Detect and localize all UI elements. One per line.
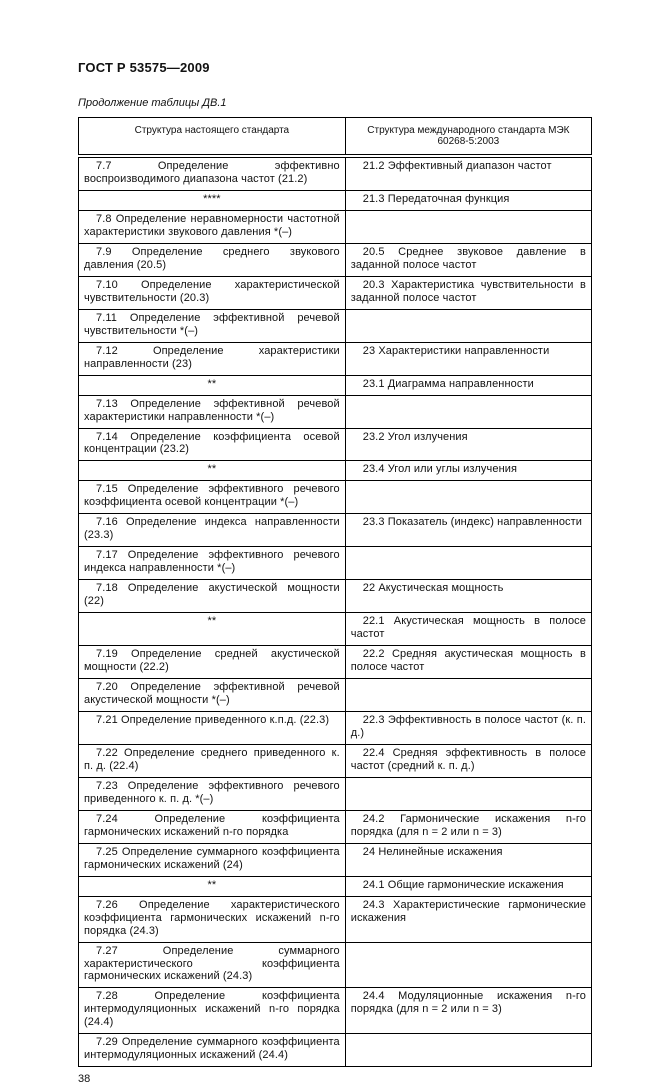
table-row xyxy=(79,342,592,375)
iec-structure-cell: 23.4 Угол или углы излучения xyxy=(345,461,591,481)
gost-structure-cell: 7.27 Определение суммарного характеристического коэффициента гармонических искажений (24.3) xyxy=(79,942,346,988)
page-number: 38 xyxy=(78,1073,91,1085)
table-row xyxy=(79,896,592,942)
table-row xyxy=(79,276,592,309)
gost-structure-cell: 7.20 Определение эффективной речевой акустической мощности *(–) xyxy=(79,679,346,712)
table-row xyxy=(79,514,592,547)
iec-structure-cell: 22 Акустическая мощность xyxy=(345,580,591,613)
iec-structure-cell xyxy=(345,547,591,580)
table-row xyxy=(79,375,592,395)
comparison-table-body xyxy=(79,156,592,1067)
table-row xyxy=(79,580,592,613)
table-row xyxy=(79,461,592,481)
table-row xyxy=(79,210,592,243)
iec-structure-cell: 24.2 Гармонические искажения n-го порядка (для n = 2 или n = 3) xyxy=(345,810,591,843)
gost-structure-cell: 7.26 Определение характеристического коэффициента гармонических искажений n-го порядка (24.3) xyxy=(79,896,346,942)
table-row xyxy=(79,679,592,712)
iec-structure-cell: 23.3 Показатель (индекс) направленности xyxy=(345,514,591,547)
gost-structure-cell: 7.28 Определение коэффициента интермодуляционных искажений n-го порядка (24.4) xyxy=(79,988,346,1034)
iec-structure-cell xyxy=(345,309,591,342)
iec-structure-cell: 24 Нелинейные искажения xyxy=(345,843,591,876)
gost-structure-cell: 7.10 Определение характеристической чувствительности (20.3) xyxy=(79,276,346,309)
table-row xyxy=(79,309,592,342)
table-row xyxy=(79,646,592,679)
table-row xyxy=(79,395,592,428)
column-header-gost-structure: Структура настоящего стандарта xyxy=(79,118,346,157)
table-header xyxy=(79,118,592,157)
standards-comparison-table xyxy=(78,117,592,1067)
gost-structure-cell: 7.7 Определение эффективно воспроизводимого диапазона частот (21.2) xyxy=(79,156,346,190)
gost-structure-cell: 7.21 Определение приведенного к.п.д. (22.3) xyxy=(79,711,346,744)
iec-structure-cell: 24.4 Модуляционные искажения n-го порядка (для n = 2 или n = 3) xyxy=(345,988,591,1034)
column-header-iec-structure: Структура международного стандарта МЭК 60268-5:2003 xyxy=(345,118,591,157)
iec-structure-cell: 24.1 Общие гармонические искажения xyxy=(345,876,591,896)
iec-structure-cell: 22.3 Эффективность в полосе частот (к. п. д.) xyxy=(345,711,591,744)
gost-structure-cell: ** xyxy=(79,375,346,395)
gost-structure-cell: 7.17 Определение эффективного речевого индекса направленности *(–) xyxy=(79,547,346,580)
gost-structure-cell: 7.25 Определение суммарного коэффициента гармонических искажений (24) xyxy=(79,843,346,876)
gost-structure-cell: 7.13 Определение эффективной речевой характеристики направленности *(–) xyxy=(79,395,346,428)
table-row xyxy=(79,613,592,646)
iec-structure-cell: 21.3 Передаточная функция xyxy=(345,190,591,210)
table-row xyxy=(79,243,592,276)
table-row xyxy=(79,547,592,580)
iec-structure-cell xyxy=(345,679,591,712)
gost-structure-cell: 7.14 Определение коэффициента осевой концентрации (23.2) xyxy=(79,428,346,461)
iec-structure-cell: 22.4 Средняя эффективность в полосе частот (средний к. п. д.) xyxy=(345,744,591,777)
gost-structure-cell: 7.12 Определение характеристики направленности (23) xyxy=(79,342,346,375)
gost-structure-cell: 7.15 Определение эффективного речевого коэффициента осевой концентрации *(–) xyxy=(79,481,346,514)
table-row xyxy=(79,156,592,190)
table-row xyxy=(79,190,592,210)
iec-structure-cell xyxy=(345,942,591,988)
table-row xyxy=(79,942,592,988)
iec-structure-cell: 23.2 Угол излучения xyxy=(345,428,591,461)
iec-structure-cell: 22.2 Средняя акустическая мощность в полосе частот xyxy=(345,646,591,679)
table-row xyxy=(79,744,592,777)
iec-structure-cell xyxy=(345,777,591,810)
iec-structure-cell: 20.3 Характеристика чувствительности в заданной полосе частот xyxy=(345,276,591,309)
standard-code-heading: ГОСТ Р 53575—2009 xyxy=(78,60,210,75)
iec-structure-cell xyxy=(345,1034,591,1067)
table-row xyxy=(79,876,592,896)
table-row xyxy=(79,777,592,810)
table-row xyxy=(79,1034,592,1067)
gost-structure-cell: 7.18 Определение акустической мощности (22) xyxy=(79,580,346,613)
iec-structure-cell xyxy=(345,210,591,243)
iec-structure-cell: 23.1 Диаграмма направленности xyxy=(345,375,591,395)
table-row xyxy=(79,810,592,843)
gost-structure-cell: ** xyxy=(79,613,346,646)
table-row xyxy=(79,481,592,514)
iec-structure-cell: 22.1 Акустическая мощность в полосе частот xyxy=(345,613,591,646)
gost-structure-cell: ** xyxy=(79,461,346,481)
gost-structure-cell: 7.16 Определение индекса направленности (23.3) xyxy=(79,514,346,547)
gost-structure-cell: 7.24 Определение коэффициента гармонических искажений n-го порядка xyxy=(79,810,346,843)
gost-structure-cell: **** xyxy=(79,190,346,210)
iec-structure-cell: 21.2 Эффективный диапазон частот xyxy=(345,156,591,190)
iec-structure-cell: 24.3 Характеристические гармонические искажения xyxy=(345,896,591,942)
iec-structure-cell xyxy=(345,395,591,428)
gost-structure-cell: 7.9 Определение среднего звукового давления (20.5) xyxy=(79,243,346,276)
table-row xyxy=(79,988,592,1034)
gost-structure-cell: ** xyxy=(79,876,346,896)
gost-structure-cell: 7.11 Определение эффективной речевой чувствительности *(–) xyxy=(79,309,346,342)
table-row xyxy=(79,428,592,461)
table-row xyxy=(79,711,592,744)
gost-structure-cell: 7.22 Определение среднего приведенного к. п. д. (22.4) xyxy=(79,744,346,777)
iec-structure-cell xyxy=(345,481,591,514)
gost-structure-cell: 7.29 Определение суммарного коэффициента интермодуляционных искажений (24.4) xyxy=(79,1034,346,1067)
gost-structure-cell: 7.23 Определение эффективного речевого приведенного к. п. д. *(–) xyxy=(79,777,346,810)
iec-structure-cell: 23 Характеристики направленности xyxy=(345,342,591,375)
table-caption: Продолжение таблицы ДВ.1 xyxy=(78,97,227,109)
table-header-row xyxy=(79,118,592,157)
gost-structure-cell: 7.19 Определение средней акустической мощности (22.2) xyxy=(79,646,346,679)
table-row xyxy=(79,843,592,876)
iec-structure-cell: 20.5 Среднее звуковое давление в заданной полосе частот xyxy=(345,243,591,276)
gost-structure-cell: 7.8 Определение неравномерности частотной характеристики звукового давления *(–) xyxy=(79,210,346,243)
